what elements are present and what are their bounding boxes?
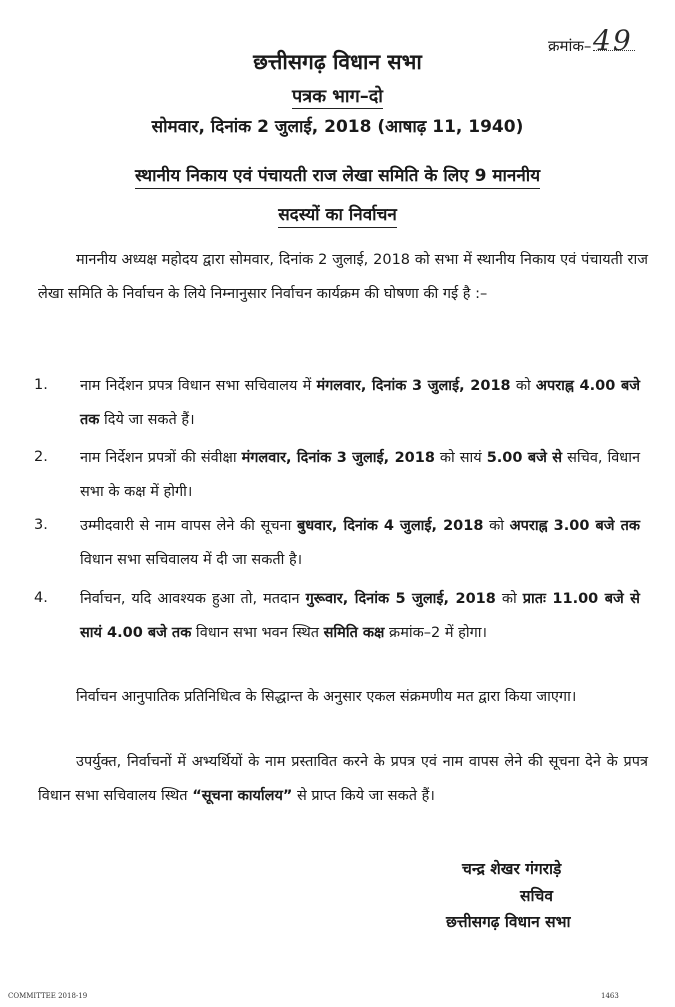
item-2-date: मंगलवार, दिनांक 3 जुलाई, 2018 [241,450,435,466]
subject-line-1-text: स्थानीय निकाय एवं पंचायती राज लेखा समिति के लिए 9 माननीय [135,166,540,189]
footer-page-number: 1463 [601,992,619,1000]
item-3-time: अपराह्न 3.00 बजे तक [509,518,640,534]
item-3-text-b: को [483,518,510,534]
bulletin-part-text: पत्रक भाग–दो [292,86,383,107]
item-3-date: बुधवार, दिनांक 4 जुलाई, 2018 [296,518,484,534]
serial-label: क्रमांक– [548,37,592,55]
item-4-number: 4. [34,590,48,606]
item-4 [80,582,640,650]
item-2-text-b: को सायं [434,450,487,466]
bulletin-part [0,84,675,108]
item-4-venue: समिति कक्ष [323,625,385,641]
subject-line-2-text: सदस्यों का निर्वाचन [278,205,397,228]
item-1-date: मंगलवार, दिनांक 3 जुलाई, 2018 [316,378,511,394]
item-2-text-a: नाम निर्देशन प्रपत्रों की संवीक्षा [80,450,242,466]
assembly-title: छत्तीसगढ़ विधान सभा [253,50,422,74]
item-4-text-b: को [495,591,523,607]
item-1-number: 1. [34,377,48,393]
item-4-date: गुरूवार, दिनांक 5 जुलाई, 2018 [305,591,496,607]
item-2-number: 2. [34,449,48,465]
signatory-name: चन्द्र शेखर गंगराड़े [462,860,562,878]
item-3-number: 3. [34,517,48,533]
item-4-text-d: क्रमांक–2 में होगा। [384,625,487,641]
subject-line-2 [0,202,675,225]
item-1-text-c: दिये जा सकते हैं। [99,412,195,428]
forms-text-b: से प्राप्त किये जा सकते हैं। [292,788,435,804]
item-2 [80,441,640,509]
item-2-time: 5.00 बजे से [486,450,563,466]
forms-paragraph [38,745,648,813]
forms-text-a: उपर्युक्त, निर्वाचनों में अभ्यर्थियों के नाम प्रस्तावित करने के प्रपत्र एवं नाम वापस लेने की सूचना देने के प्रपत्र विधान सभा सचिवालय स्थित [38,754,648,804]
item-3-text-a: उम्मीदवारी से नाम वापस लेने की सूचना [80,518,297,534]
signatory-designation: सचिव [520,887,553,905]
item-4-time: प्रातः 11.00 बजे से सायं 4.00 बजे तक [80,591,640,641]
serial-number: 49 [593,24,633,57]
item-1-time: अपराह्न 4.00 बजे तक [80,378,640,428]
item-1-text-b: को [510,378,536,394]
item-4-text-c: विधान सभा भवन स्थित [191,625,324,641]
footer-code: COMMITTEE 2018-19 [8,992,88,1000]
item-4-text-a: निर्वाचन, यदि आवश्यक हुआ तो, मतदान [80,591,306,607]
item-1 [80,369,640,437]
item-1-text-a: नाम निर्देशन प्रपत्र विधान सभा सचिवालय में [80,378,317,394]
forms-office: “सूचना कार्यालय” [192,788,293,804]
intro-paragraph: माननीय अध्यक्ष महोदय द्वारा सोमवार, दिनांक 2 जुलाई, 2018 को सभा में स्थानीय निकाय एवं पंचायती राज लेखा समिति के निर्वाचन के लिये निम्नानुसार निर्वाचन कार्यक्रम की घोषणा की गई है :– [38,252,648,302]
item-3 [80,509,640,577]
method-paragraph: निर्वाचन आनुपातिक प्रतिनिधित्व के सिद्धान्त के अनुसार एकल संक्रमणीय मत द्वारा किया जाएगा। [76,689,577,705]
date-line: सोमवार, दिनांक 2 जुलाई, 2018 (आषाढ़ 11, 1940) [151,117,524,137]
item-3-text-c: विधान सभा सचिवालय में दी जा सकती है। [80,552,303,568]
subject-line-1 [0,163,675,186]
item-2-text-c: सचिव, विधान सभा के कक्ष में होगी। [80,450,641,500]
signatory-office: छत्तीसगढ़ विधान सभा [446,913,571,931]
